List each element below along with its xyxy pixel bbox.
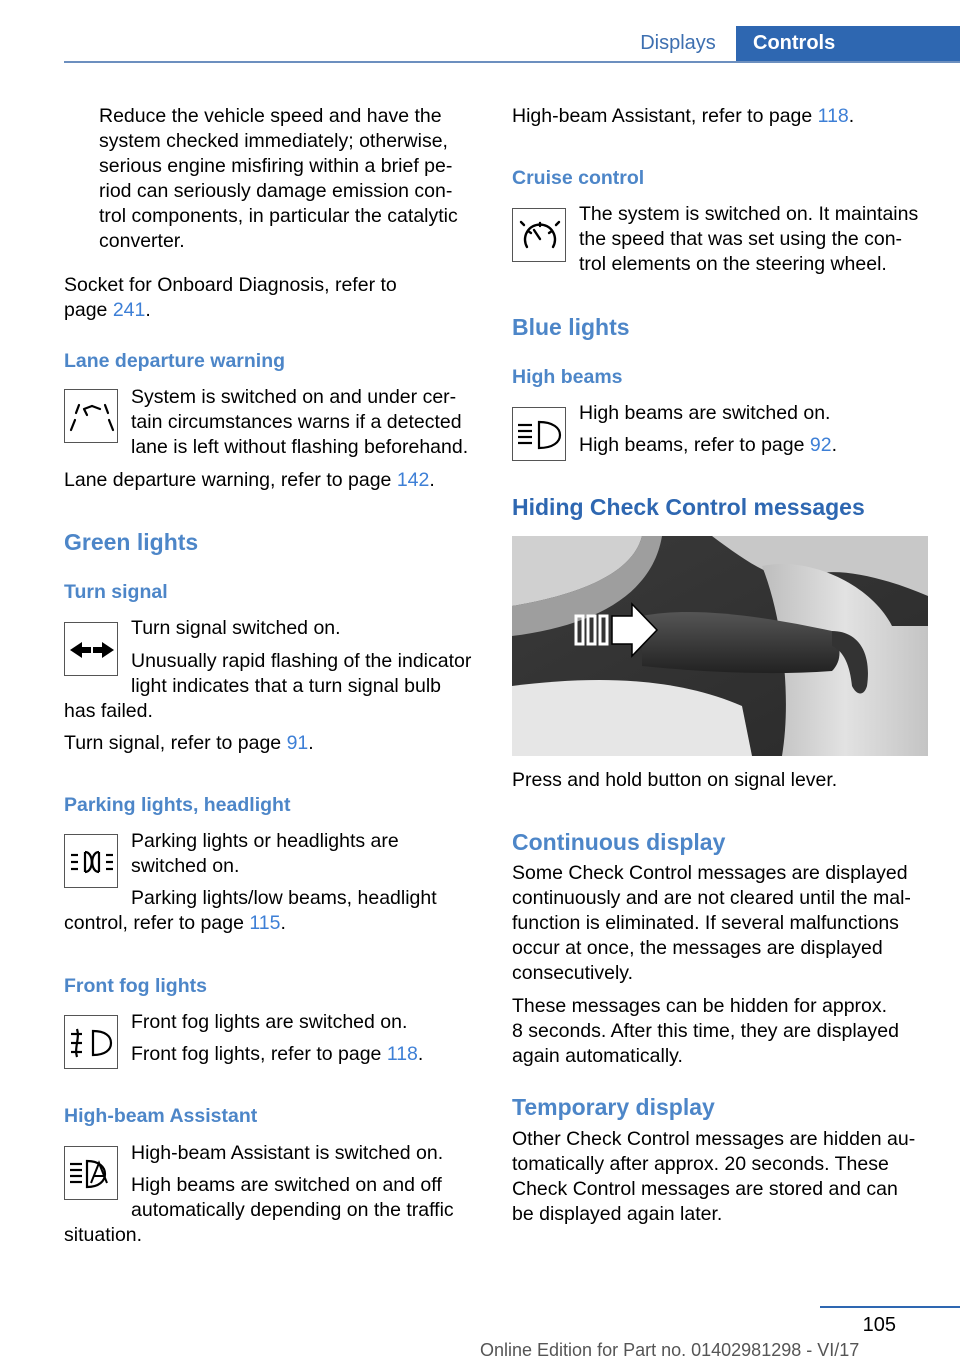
lane-text-line: System is switched on and under cer- <box>131 386 457 408</box>
front-fog-icon <box>64 1015 118 1069</box>
high-beams-icon <box>512 407 566 461</box>
cruise-text-line: The system is switched on. It maintains <box>579 203 919 225</box>
cont-text-line: consecutively. <box>512 962 634 984</box>
continuous-display-heading: Continuous display <box>512 829 726 855</box>
lane-text-line: lane is left without flashing beforehand. <box>131 436 469 458</box>
socket-ref: page 241. <box>64 299 151 321</box>
cruise-text-line: the speed that was set using the con- <box>579 228 903 250</box>
turn-text: Turn signal switched on. <box>131 617 341 639</box>
warning-text-line: system checked immediately; otherwise, <box>99 130 448 152</box>
lane-departure-icon <box>64 389 118 443</box>
tab-controls[interactable]: Controls <box>736 26 960 61</box>
hide-text-line: again automatically. <box>512 1045 683 1067</box>
high-text: High beams are switched on. <box>579 402 831 424</box>
warning-text-line: trol components, in particular the catalytic <box>99 205 458 227</box>
press-text: Press and hold button on signal lever. <box>512 769 838 791</box>
socket-text: Socket for Onboard Diagnosis, refer to <box>64 274 397 296</box>
turn-text-line: has failed. <box>64 700 153 722</box>
temporary-display-heading: Temporary display <box>512 1094 715 1120</box>
park-text: switched on. <box>131 855 240 877</box>
header-rule <box>64 61 960 63</box>
turn-ref: Turn signal, refer to page 91. <box>64 732 314 754</box>
parking-lights-icon <box>64 834 118 888</box>
cont-text-line: Some Check Control messages are displayed <box>512 862 908 884</box>
high-ref: High beams, refer to page 92. <box>579 434 838 456</box>
hiding-messages-heading: Hiding Check Control messages <box>512 494 865 520</box>
edition-text: Online Edition for Part no. 01402981298 - VI/17 <box>480 1340 860 1360</box>
hide-text-line: These messages can be hidden for approx. <box>512 995 888 1017</box>
high-beam-assistant-heading: High-beam Assistant <box>64 1105 258 1127</box>
temp-text-line: Check Control messages are stored and can <box>512 1178 898 1200</box>
turn-signal-heading: Turn signal <box>64 581 168 603</box>
page-link[interactable]: 118 <box>386 1043 418 1065</box>
page-link[interactable]: 118 <box>817 105 849 127</box>
temp-text-line: be displayed again later. <box>512 1203 723 1225</box>
cruise-control-icon <box>512 208 566 262</box>
tab-displays[interactable]: Displays <box>640 32 716 54</box>
turn-text-line: Unusually rapid flashing of the indicator <box>131 650 472 672</box>
page-link[interactable]: 91 <box>286 732 309 754</box>
temp-text-line: tomatically after approx. 20 seconds. These <box>512 1153 889 1175</box>
warning-text-line: Reduce the vehicle speed and have the <box>99 105 442 127</box>
turn-text-line: light indicates that a turn signal bulb <box>131 675 442 697</box>
page-link[interactable]: 115 <box>249 912 281 934</box>
park-text: Parking lights/low beams, headlight <box>131 887 437 909</box>
lane-departure-heading: Lane departure warning <box>64 350 286 372</box>
page-link[interactable]: 241 <box>112 299 146 321</box>
fog-text: Front fog lights are switched on. <box>131 1011 408 1033</box>
fog-ref: Front fog lights, refer to page 118. <box>131 1043 424 1065</box>
cont-text-line: continuously and are not cleared until the mal- <box>512 887 911 909</box>
green-lights-heading: Green lights <box>64 529 199 555</box>
parking-lights-heading: Parking lights, headlight <box>64 794 291 816</box>
signal-lever-photo <box>512 536 928 756</box>
page-number: 105 <box>862 1314 896 1336</box>
page-link[interactable]: 92 <box>809 434 832 456</box>
lane-text-line: tain circumstances warns if a detected <box>131 411 462 433</box>
cont-text-line: occur at once, the messages are displayed <box>512 937 883 959</box>
high-beams-heading: High beams <box>512 366 623 388</box>
warning-text-line: serious engine misfiring within a brief pe- <box>99 155 453 177</box>
cruise-text-line: trol elements on the steering wheel. <box>579 253 887 275</box>
lane-ref: Lane departure warning, refer to page 142. <box>64 469 435 491</box>
hba-text-line: automatically depending on the traffic <box>131 1199 454 1221</box>
warning-text-line: converter. <box>99 230 185 252</box>
temp-text-line: Other Check Control messages are hidden au- <box>512 1128 916 1150</box>
footer-rule <box>820 1306 960 1308</box>
cont-text-line: function is eliminated. If several malfunctions <box>512 912 899 934</box>
hba-text-line: situation. <box>64 1224 143 1246</box>
park-text: Parking lights or headlights are <box>131 830 399 852</box>
hba-text-line: High beams are switched on and off <box>131 1174 442 1196</box>
warning-text-line: riod can seriously damage emission con- <box>99 180 453 202</box>
high-beam-assistant-icon <box>64 1146 118 1200</box>
blue-lights-heading: Blue lights <box>512 314 630 340</box>
hide-text-line: 8 seconds. After this time, they are displayed <box>512 1020 899 1042</box>
park-ref: control, refer to page 115. <box>64 912 286 934</box>
hba-text: High-beam Assistant is switched on. <box>131 1142 444 1164</box>
hba-ref: High-beam Assistant, refer to page 118. <box>512 105 855 127</box>
page-link[interactable]: 142 <box>396 469 430 491</box>
cruise-control-heading: Cruise control <box>512 167 645 189</box>
front-fog-heading: Front fog lights <box>64 975 207 997</box>
turn-signal-icon <box>64 622 118 676</box>
